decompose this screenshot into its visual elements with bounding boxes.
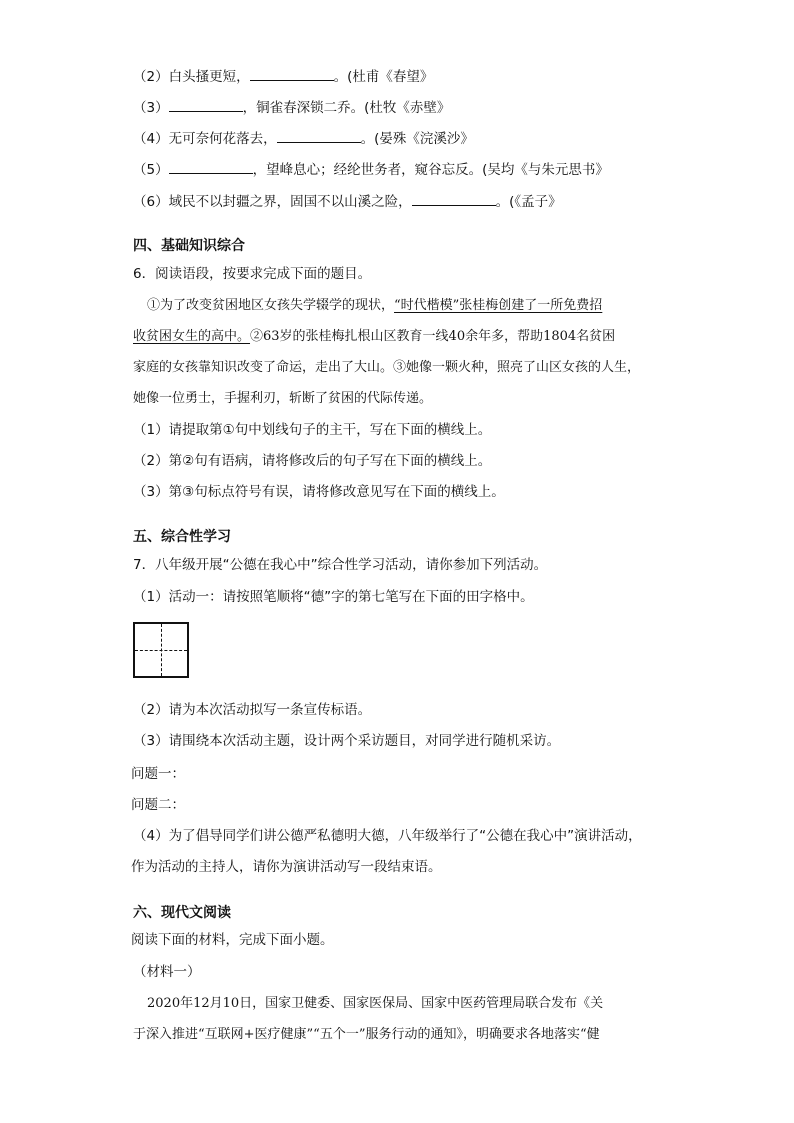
sub-question-7-3: （3）请围绕本次活动主题，设计两个采访题目，对同学进行随机采访。 xyxy=(133,733,561,749)
poem-line-5: （5） ，望峰息心；经纶世务者，窥谷忘反。(吴均《与朱元思书》 xyxy=(133,159,609,180)
poem-line-3: （3） ，铜雀春深锁二乔。(杜牧《赤壁》 xyxy=(133,97,450,118)
sub-question-7-4-line2: 作为活动的主持人，请你为演讲活动写一段结束语。 xyxy=(131,859,442,875)
section-heading-4: 四、基础知识综合 xyxy=(133,238,245,254)
material-label: （材料一） xyxy=(133,964,201,980)
sub-question-7-1: （1）活动一：请按照笔顺将“德”字的第七笔写在下面的田字格中。 xyxy=(133,589,534,605)
tianzige-grid[interactable] xyxy=(133,622,189,678)
answer-blank[interactable] xyxy=(169,97,243,112)
sub-question-7-2: （2）请为本次活动拟写一条宣传标语。 xyxy=(133,702,372,718)
question-6: 6．阅读语段，按要求完成下面的题目。 xyxy=(133,266,372,282)
reading-intro: 阅读下面的材料，完成下面小题。 xyxy=(131,932,334,948)
sub-question-7-4-line1: （4）为了倡导同学们讲公德严私德明大德，八年级举行了“公德在我心中”演讲活动， xyxy=(133,828,642,844)
passage-line-3: 家庭的女孩靠知识改变了命运，走出了大山。③她像一颗火种，照亮了山区女孩的人生， xyxy=(133,360,641,375)
poem-line-2: （2）白头搔更短， 。(杜甫《春望》 xyxy=(133,66,433,87)
section-heading-6: 六、现代文阅读 xyxy=(133,905,231,921)
sub-question-3: （3）第③句标点符号有误，请将修改意见写在下面的横线上。 xyxy=(133,484,505,500)
section-heading-5: 五、综合性学习 xyxy=(133,529,231,545)
interview-question-2-label: 问题二： xyxy=(131,797,185,813)
underlined-sentence: “时代楷模”张桂梅创建了一所免费招 xyxy=(394,298,603,313)
material-paragraph-line-1: 2020年12月10日，国家卫健委、国家医保局、国家中医药管理局联合发布《关 xyxy=(147,996,604,1011)
answer-blank[interactable] xyxy=(250,66,334,81)
answer-blank[interactable] xyxy=(277,128,361,143)
interview-question-1-label: 问题一： xyxy=(131,766,185,782)
sub-question-2: （2）第②句有语病，请将修改后的句子写在下面的横线上。 xyxy=(133,453,492,469)
sub-question-1: （1）请提取第①句中划线句子的主干，写在下面的横线上。 xyxy=(133,422,492,438)
material-paragraph-line-2: 于深入推进“互联网+医疗健康”“五个一”服务行动的通知》，明确要求各地落实“健 xyxy=(133,1027,600,1042)
question-7: 7．八年级开展“公德在我心中”综合性学习活动，请你参加下列活动。 xyxy=(133,557,548,573)
passage-line-2: 收贫困女生的高中。②63岁的张桂梅扎根山区教育一线40余年多，帮助1804名贫困 xyxy=(133,329,616,344)
passage-line-1: ①为了改变贫困地区女孩失学辍学的现状，“时代楷模”张桂梅创建了一所免费招 xyxy=(147,298,603,313)
poem-line-4: （4）无可奈何花落去， 。(晏殊《浣溪沙》 xyxy=(133,128,474,149)
grid-dashed-vertical xyxy=(161,624,162,676)
answer-blank[interactable] xyxy=(169,159,253,174)
passage-line-4: 她像一位勇士，手握利刃，斩断了贫困的代际传递。 xyxy=(133,391,433,406)
answer-blank[interactable] xyxy=(412,191,496,206)
underlined-sentence-end: 收贫困女生的高中。 xyxy=(133,329,251,344)
poem-line-6: （6）域民不以封疆之界，固国不以山溪之险， 。(《孟子》 xyxy=(133,191,562,212)
